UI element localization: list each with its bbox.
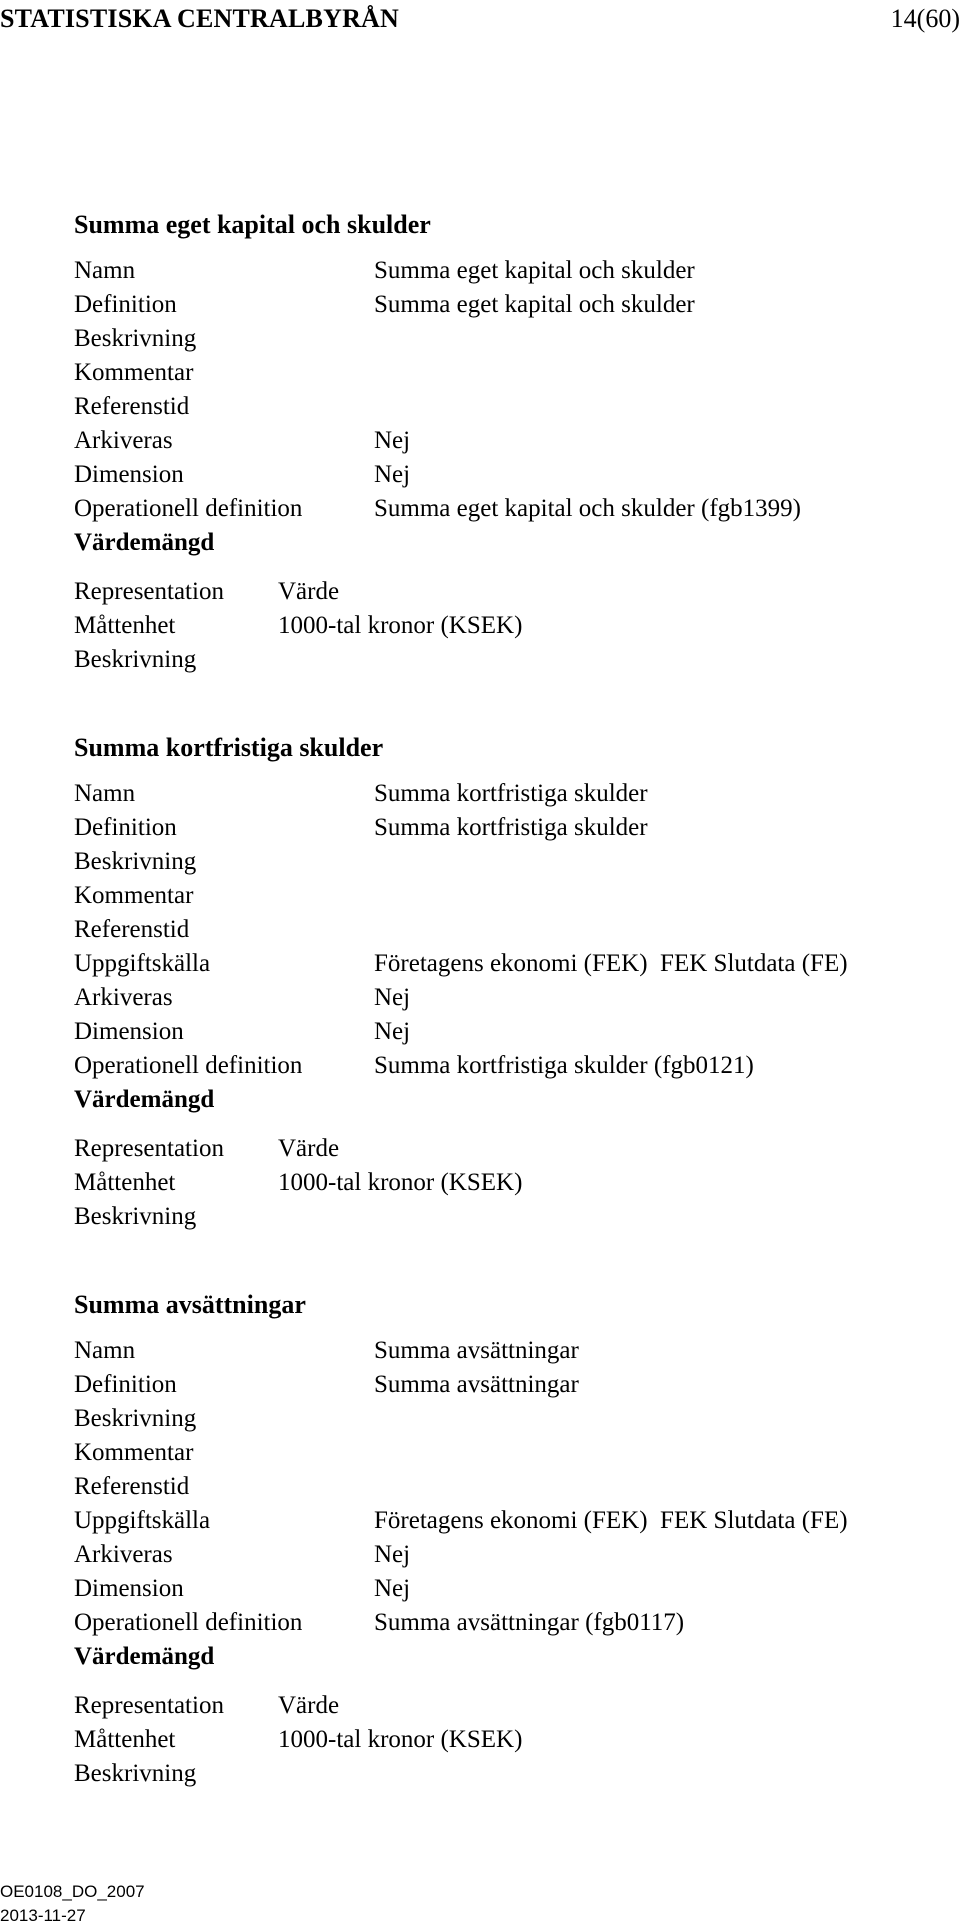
field-label: Representation (74, 1135, 224, 1162)
field-label: Definition (74, 1371, 177, 1398)
field-value: Värde (278, 1692, 340, 1719)
field-label: Referenstid (74, 393, 190, 420)
field-value: 1000-tal kronor (KSEK) (278, 1169, 523, 1196)
field-label: Måttenhet (74, 1169, 176, 1196)
field-value: Företagens ekonomi (FEK) FEK Slutdata (FE) (374, 950, 848, 977)
field-label: Referenstid (74, 916, 190, 943)
field-value: Summa kortfristiga skulder (fgb0121) (374, 1052, 754, 1079)
field-value: Summa avsättningar (374, 1371, 579, 1398)
field-label: Måttenhet (74, 612, 176, 639)
field-value: 1000-tal kronor (KSEK) (278, 612, 523, 639)
organization-name: STATISTISKA CENTRALBYRÅN (0, 4, 400, 33)
field-value: 1000-tal kronor (KSEK) (278, 1726, 523, 1753)
field-label: Namn (74, 1337, 136, 1364)
field-label: Kommentar (74, 1439, 194, 1466)
field-label: Beskrivning (74, 1405, 197, 1432)
field-value: Företagens ekonomi (FEK) FEK Slutdata (FE) (374, 1507, 848, 1534)
field-label: Beskrivning (74, 646, 197, 673)
field-label: Arkiveras (74, 1541, 173, 1568)
field-value: Summa kortfristiga skulder (374, 780, 648, 807)
field-value: Nej (374, 461, 411, 488)
field-value: Summa eget kapital och skulder (374, 257, 695, 284)
field-label: Referenstid (74, 1473, 190, 1500)
field-value: Summa kortfristiga skulder (374, 814, 648, 841)
field-label: Definition (74, 291, 177, 318)
field-label: Dimension (74, 461, 184, 488)
document-id: OE0108_DO_2007 (0, 1882, 145, 1901)
field-label: Dimension (74, 1575, 184, 1602)
section-title: Summa avsättningar (74, 1290, 306, 1319)
field-label: Dimension (74, 1018, 184, 1045)
field-value: Summa avsättningar (374, 1337, 579, 1364)
field-label: Arkiveras (74, 984, 173, 1011)
page-header (0, 4, 960, 38)
vardemangd-title: Värdemängd (74, 1643, 215, 1670)
field-value: Nej (374, 1575, 411, 1602)
field-label: Beskrivning (74, 1203, 197, 1230)
field-value: Summa eget kapital och skulder (374, 291, 695, 318)
field-label: Namn (74, 257, 136, 284)
document-date: 2013-11-27 (0, 1906, 86, 1925)
field-value: Nej (374, 1018, 411, 1045)
field-label: Representation (74, 578, 224, 605)
field-label: Operationell definition (74, 1052, 303, 1079)
field-label: Representation (74, 1692, 224, 1719)
field-value: Summa eget kapital och skulder (fgb1399) (374, 495, 801, 522)
section-title: Summa eget kapital och skulder (74, 210, 431, 239)
field-value: Nej (374, 984, 411, 1011)
field-value: Värde (278, 578, 340, 605)
field-label: Måttenhet (74, 1726, 176, 1753)
field-label: Beskrivning (74, 848, 197, 875)
vardemangd-title: Värdemängd (74, 529, 215, 556)
field-label: Operationell definition (74, 1609, 303, 1636)
field-value: Värde (278, 1135, 340, 1162)
field-label: Operationell definition (74, 495, 303, 522)
field-label: Uppgiftskälla (74, 1507, 211, 1534)
section-title: Summa kortfristiga skulder (74, 733, 384, 762)
field-label: Uppgiftskälla (74, 950, 211, 977)
page-footer (0, 1880, 145, 1928)
field-label: Beskrivning (74, 325, 197, 352)
field-label: Kommentar (74, 359, 194, 386)
field-label: Kommentar (74, 882, 194, 909)
field-label: Arkiveras (74, 427, 173, 454)
field-value: Nej (374, 427, 411, 454)
field-label: Beskrivning (74, 1760, 197, 1787)
field-label: Namn (74, 780, 136, 807)
page-number: 14(60) (890, 4, 960, 33)
field-value: Summa avsättningar (fgb0117) (374, 1609, 685, 1636)
vardemangd-title: Värdemängd (74, 1086, 215, 1113)
field-value: Nej (374, 1541, 411, 1568)
field-label: Definition (74, 814, 177, 841)
